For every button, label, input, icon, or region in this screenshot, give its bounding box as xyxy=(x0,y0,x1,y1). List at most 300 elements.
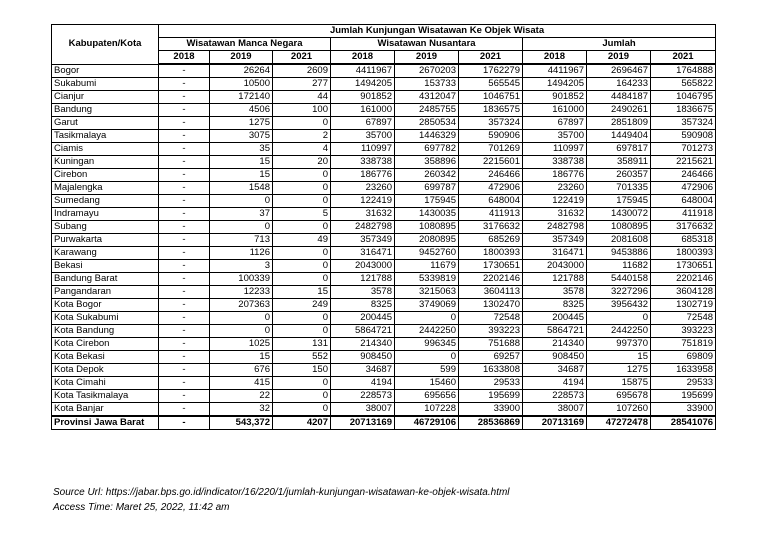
value-cell: 0 xyxy=(210,312,273,325)
year-header: 2019 xyxy=(395,51,459,65)
value-cell: 12233 xyxy=(210,286,273,299)
value-cell: 2482798 xyxy=(523,221,587,234)
value-cell: 9452760 xyxy=(395,247,459,260)
value-cell: 35700 xyxy=(523,130,587,143)
value-cell: 0 xyxy=(395,312,459,325)
value-cell: 3749069 xyxy=(395,299,459,312)
value-cell: 0 xyxy=(273,221,331,234)
value-cell: 2851809 xyxy=(587,117,651,130)
table-row xyxy=(52,377,716,390)
value-cell: 697817 xyxy=(587,143,651,156)
value-cell: - xyxy=(159,390,210,403)
value-cell: 0 xyxy=(210,195,273,208)
value-cell: 1080895 xyxy=(395,221,459,234)
value-cell: 1430035 xyxy=(395,208,459,221)
table-title: Jumlah Kunjungan Wisatawan Ke Objek Wisata xyxy=(159,25,716,38)
value-cell: 2080895 xyxy=(395,234,459,247)
region-name-cell: Cirebon xyxy=(52,169,159,182)
value-cell: 23260 xyxy=(523,182,587,195)
value-cell: 207363 xyxy=(210,299,273,312)
value-cell: 3578 xyxy=(331,286,395,299)
value-cell: 72548 xyxy=(651,312,716,325)
value-cell: 1730651 xyxy=(651,260,716,273)
value-cell: 599 xyxy=(395,364,459,377)
value-cell: 67897 xyxy=(523,117,587,130)
value-cell: 175945 xyxy=(587,195,651,208)
table-row xyxy=(52,91,716,104)
region-name-cell: Garut xyxy=(52,117,159,130)
value-cell: 908450 xyxy=(331,351,395,364)
region-name-cell: Provinsi Jawa Barat xyxy=(52,416,159,430)
value-cell: 316471 xyxy=(331,247,395,260)
value-cell: 11682 xyxy=(587,260,651,273)
value-cell: 246466 xyxy=(459,169,523,182)
value-cell: 22 xyxy=(210,390,273,403)
value-cell: - xyxy=(159,64,210,78)
value-cell: 695678 xyxy=(587,390,651,403)
value-cell: 4 xyxy=(273,143,331,156)
value-cell: 2215601 xyxy=(459,156,523,169)
value-cell: 472906 xyxy=(459,182,523,195)
region-name-cell: Kota Cirebon xyxy=(52,338,159,351)
value-cell: 1836575 xyxy=(459,104,523,117)
value-cell: 5864721 xyxy=(331,325,395,338)
value-cell: 15460 xyxy=(395,377,459,390)
value-cell: 10500 xyxy=(210,78,273,91)
table-row xyxy=(52,325,716,338)
value-cell: 122419 xyxy=(523,195,587,208)
value-cell: 751688 xyxy=(459,338,523,351)
value-cell: 34687 xyxy=(523,364,587,377)
value-cell: 47272478 xyxy=(587,416,651,430)
value-cell: 0 xyxy=(273,182,331,195)
value-cell: 107228 xyxy=(395,403,459,417)
value-cell: 901852 xyxy=(523,91,587,104)
value-cell: 543,372 xyxy=(210,416,273,430)
value-cell: 676 xyxy=(210,364,273,377)
value-cell: 357349 xyxy=(523,234,587,247)
value-cell: 4411967 xyxy=(331,64,395,78)
value-cell: 5440158 xyxy=(587,273,651,286)
group-header-foreign: Wisatawan Manca Negara xyxy=(159,38,331,51)
value-cell: - xyxy=(159,312,210,325)
value-cell: 648004 xyxy=(459,195,523,208)
table-row xyxy=(52,130,716,143)
value-cell: 200445 xyxy=(523,312,587,325)
value-cell: 72548 xyxy=(459,312,523,325)
value-cell: 0 xyxy=(273,377,331,390)
value-cell: 648004 xyxy=(651,195,716,208)
value-cell: 2043000 xyxy=(331,260,395,273)
region-name-cell: Subang xyxy=(52,221,159,234)
value-cell: 0 xyxy=(273,117,331,130)
value-cell: 172140 xyxy=(210,91,273,104)
value-cell: - xyxy=(159,78,210,91)
value-cell: 2442250 xyxy=(395,325,459,338)
value-cell: - xyxy=(159,104,210,117)
value-cell: 131 xyxy=(273,338,331,351)
table-row xyxy=(52,143,716,156)
value-cell: 260357 xyxy=(587,169,651,182)
year-header: 2018 xyxy=(159,51,210,65)
value-cell: 49 xyxy=(273,234,331,247)
value-cell: 1449404 xyxy=(587,130,651,143)
value-cell: - xyxy=(159,273,210,286)
value-cell: 358896 xyxy=(395,156,459,169)
value-cell: 28541076 xyxy=(651,416,716,430)
total-row xyxy=(52,416,716,430)
value-cell: 3075 xyxy=(210,130,273,143)
year-header: 2018 xyxy=(331,51,395,65)
region-name-cell: Sukabumi xyxy=(52,78,159,91)
value-cell: 3176632 xyxy=(651,221,716,234)
table-row xyxy=(52,260,716,273)
value-cell: 4506 xyxy=(210,104,273,117)
value-cell: 8325 xyxy=(331,299,395,312)
value-cell: 1302470 xyxy=(459,299,523,312)
value-cell: 20 xyxy=(273,156,331,169)
value-cell: 8325 xyxy=(523,299,587,312)
value-cell: 2490261 xyxy=(587,104,651,117)
value-cell: 0 xyxy=(273,325,331,338)
value-cell: 4207 xyxy=(273,416,331,430)
value-cell: 1446329 xyxy=(395,130,459,143)
value-cell: 901852 xyxy=(331,91,395,104)
value-cell: - xyxy=(159,247,210,260)
value-cell: 0 xyxy=(210,221,273,234)
value-cell: 996345 xyxy=(395,338,459,351)
value-cell: 11679 xyxy=(395,260,459,273)
table-row xyxy=(52,78,716,91)
value-cell: 2609 xyxy=(273,64,331,78)
value-cell: 186776 xyxy=(331,169,395,182)
value-cell: - xyxy=(159,377,210,390)
value-cell: 3176632 xyxy=(459,221,523,234)
value-cell: 29533 xyxy=(651,377,716,390)
value-cell: 3215063 xyxy=(395,286,459,299)
value-cell: 2215621 xyxy=(651,156,716,169)
value-cell: 26264 xyxy=(210,64,273,78)
value-cell: 4194 xyxy=(331,377,395,390)
value-cell: 590906 xyxy=(459,130,523,143)
table-row xyxy=(52,286,716,299)
value-cell: 2 xyxy=(273,130,331,143)
value-cell: 200445 xyxy=(331,312,395,325)
value-cell: - xyxy=(159,91,210,104)
year-header: 2019 xyxy=(587,51,651,65)
value-cell: 15 xyxy=(210,351,273,364)
value-cell: 1126 xyxy=(210,247,273,260)
table-row xyxy=(52,64,716,78)
value-cell: - xyxy=(159,234,210,247)
value-cell: 2850534 xyxy=(395,117,459,130)
year-header: 2019 xyxy=(210,51,273,65)
table-row xyxy=(52,299,716,312)
value-cell: 4312047 xyxy=(395,91,459,104)
region-name-cell: Kuningan xyxy=(52,156,159,169)
value-cell: 2670203 xyxy=(395,64,459,78)
table-row xyxy=(52,169,716,182)
table-row xyxy=(52,247,716,260)
region-name-cell: Bekasi xyxy=(52,260,159,273)
value-cell: 590908 xyxy=(651,130,716,143)
value-cell: 0 xyxy=(273,312,331,325)
value-cell: 1494205 xyxy=(331,78,395,91)
value-cell: 100 xyxy=(273,104,331,117)
value-cell: 122419 xyxy=(331,195,395,208)
value-cell: 1800393 xyxy=(459,247,523,260)
year-header: 2021 xyxy=(273,51,331,65)
table-row xyxy=(52,390,716,403)
region-name-cell: Kota Tasikmalaya xyxy=(52,390,159,403)
region-name-cell: Karawang xyxy=(52,247,159,260)
value-cell: 0 xyxy=(273,403,331,417)
value-cell: - xyxy=(159,169,210,182)
value-cell: 67897 xyxy=(331,117,395,130)
region-name-cell: Kota Depok xyxy=(52,364,159,377)
value-cell: 15 xyxy=(587,351,651,364)
table-row xyxy=(52,104,716,117)
value-cell: 100339 xyxy=(210,273,273,286)
value-cell: 15 xyxy=(210,156,273,169)
value-cell: 153733 xyxy=(395,78,459,91)
region-name-cell: Bandung xyxy=(52,104,159,117)
tourist-visits-table xyxy=(51,24,716,430)
value-cell: 277 xyxy=(273,78,331,91)
value-cell: 2442250 xyxy=(587,325,651,338)
value-cell: 2043000 xyxy=(523,260,587,273)
value-cell: 195699 xyxy=(459,390,523,403)
value-cell: - xyxy=(159,195,210,208)
value-cell: 552 xyxy=(273,351,331,364)
table-row xyxy=(52,182,716,195)
value-cell: 15875 xyxy=(587,377,651,390)
value-cell: 5 xyxy=(273,208,331,221)
table-row xyxy=(52,403,716,417)
value-cell: 411918 xyxy=(651,208,716,221)
value-cell: 15 xyxy=(210,169,273,182)
region-name-cell: Cianjur xyxy=(52,91,159,104)
year-header: 2021 xyxy=(651,51,716,65)
region-name-cell: Kota Bandung xyxy=(52,325,159,338)
value-cell: - xyxy=(159,130,210,143)
value-cell: 1836675 xyxy=(651,104,716,117)
value-cell: 38007 xyxy=(523,403,587,417)
year-header: 2021 xyxy=(459,51,523,65)
value-cell: 1762279 xyxy=(459,64,523,78)
value-cell: 2202146 xyxy=(459,273,523,286)
region-name-cell: Indramayu xyxy=(52,208,159,221)
region-name-cell: Kota Banjar xyxy=(52,403,159,417)
table-row xyxy=(52,351,716,364)
table-row xyxy=(52,156,716,169)
region-column-header: Kabupaten/Kota xyxy=(52,25,159,65)
value-cell: 0 xyxy=(273,247,331,260)
value-cell: 31632 xyxy=(331,208,395,221)
table-row xyxy=(52,234,716,247)
value-cell: 35700 xyxy=(331,130,395,143)
value-cell: 34687 xyxy=(331,364,395,377)
value-cell: 393223 xyxy=(651,325,716,338)
value-cell: 1046751 xyxy=(459,91,523,104)
value-cell: 411913 xyxy=(459,208,523,221)
value-cell: 5864721 xyxy=(523,325,587,338)
value-cell: 161000 xyxy=(331,104,395,117)
value-cell: 393223 xyxy=(459,325,523,338)
table-row xyxy=(52,338,716,351)
value-cell: 3604128 xyxy=(651,286,716,299)
value-cell: 1730651 xyxy=(459,260,523,273)
value-cell: 685318 xyxy=(651,234,716,247)
region-name-cell: Kota Cimahi xyxy=(52,377,159,390)
region-name-cell: Sumedang xyxy=(52,195,159,208)
value-cell: 228573 xyxy=(331,390,395,403)
region-name-cell: Majalengka xyxy=(52,182,159,195)
value-cell: 0 xyxy=(587,312,651,325)
value-cell: 4484187 xyxy=(587,91,651,104)
value-cell: 1046795 xyxy=(651,91,716,104)
value-cell: 186776 xyxy=(523,169,587,182)
value-cell: 697782 xyxy=(395,143,459,156)
value-cell: 338738 xyxy=(523,156,587,169)
value-cell: 1800393 xyxy=(651,247,716,260)
value-cell: 316471 xyxy=(523,247,587,260)
value-cell: 195699 xyxy=(651,390,716,403)
region-name-cell: Tasikmalaya xyxy=(52,130,159,143)
value-cell: 3578 xyxy=(523,286,587,299)
value-cell: 357349 xyxy=(331,234,395,247)
value-cell: 3 xyxy=(210,260,273,273)
value-cell: - xyxy=(159,143,210,156)
value-cell: - xyxy=(159,156,210,169)
region-name-cell: Ciamis xyxy=(52,143,159,156)
value-cell: 0 xyxy=(273,390,331,403)
value-cell: 701335 xyxy=(587,182,651,195)
value-cell: 110997 xyxy=(523,143,587,156)
value-cell: 2081608 xyxy=(587,234,651,247)
value-cell: 150 xyxy=(273,364,331,377)
value-cell: - xyxy=(159,351,210,364)
value-cell: 107260 xyxy=(587,403,651,417)
value-cell: 565822 xyxy=(651,78,716,91)
table-body xyxy=(52,64,716,430)
value-cell: 0 xyxy=(273,260,331,273)
value-cell: 121788 xyxy=(331,273,395,286)
region-name-cell: Purwakarta xyxy=(52,234,159,247)
value-cell: 31632 xyxy=(523,208,587,221)
value-cell: 2202146 xyxy=(651,273,716,286)
value-cell: - xyxy=(159,286,210,299)
value-cell: 357324 xyxy=(459,117,523,130)
value-cell: 1275 xyxy=(210,117,273,130)
region-name-cell: Bandung Barat xyxy=(52,273,159,286)
value-cell: 695656 xyxy=(395,390,459,403)
value-cell: 713 xyxy=(210,234,273,247)
value-cell: 28536869 xyxy=(459,416,523,430)
table-row xyxy=(52,195,716,208)
value-cell: 20713169 xyxy=(331,416,395,430)
value-cell: - xyxy=(159,364,210,377)
value-cell: - xyxy=(159,182,210,195)
value-cell: 699787 xyxy=(395,182,459,195)
value-cell: 3227296 xyxy=(587,286,651,299)
value-cell: 472906 xyxy=(651,182,716,195)
value-cell: - xyxy=(159,260,210,273)
value-cell: 1633958 xyxy=(651,364,716,377)
value-cell: 33900 xyxy=(459,403,523,417)
value-cell: 1430072 xyxy=(587,208,651,221)
value-cell: 2696467 xyxy=(587,64,651,78)
value-cell: 5339819 xyxy=(395,273,459,286)
value-cell: 4411967 xyxy=(523,64,587,78)
value-cell: 249 xyxy=(273,299,331,312)
region-name-cell: Pangandaran xyxy=(52,286,159,299)
value-cell: 260342 xyxy=(395,169,459,182)
value-cell: 997370 xyxy=(587,338,651,351)
value-cell: 0 xyxy=(273,273,331,286)
access-time-note: Access Time: Maret 25, 2022, 11:42 am xyxy=(53,502,230,513)
table-row xyxy=(52,364,716,377)
value-cell: 685269 xyxy=(459,234,523,247)
value-cell: 358911 xyxy=(587,156,651,169)
value-cell: 565545 xyxy=(459,78,523,91)
value-cell: 46729106 xyxy=(395,416,459,430)
table-row xyxy=(52,221,716,234)
value-cell: 1302719 xyxy=(651,299,716,312)
value-cell: 1548 xyxy=(210,182,273,195)
value-cell: 164233 xyxy=(587,78,651,91)
value-cell: 9453886 xyxy=(587,247,651,260)
value-cell: - xyxy=(159,299,210,312)
value-cell: 69257 xyxy=(459,351,523,364)
value-cell: 415 xyxy=(210,377,273,390)
value-cell: 2482798 xyxy=(331,221,395,234)
value-cell: - xyxy=(159,325,210,338)
region-name-cell: Kota Sukabumi xyxy=(52,312,159,325)
value-cell: 35 xyxy=(210,143,273,156)
value-cell: 110997 xyxy=(331,143,395,156)
value-cell: 701269 xyxy=(459,143,523,156)
value-cell: 37 xyxy=(210,208,273,221)
value-cell: 228573 xyxy=(523,390,587,403)
value-cell: 1633808 xyxy=(459,364,523,377)
value-cell: 0 xyxy=(273,195,331,208)
value-cell: 1275 xyxy=(587,364,651,377)
value-cell: 121788 xyxy=(523,273,587,286)
region-name-cell: Kota Bekasi xyxy=(52,351,159,364)
value-cell: - xyxy=(159,208,210,221)
value-cell: - xyxy=(159,338,210,351)
value-cell: 32 xyxy=(210,403,273,417)
value-cell: 338738 xyxy=(331,156,395,169)
value-cell: 44 xyxy=(273,91,331,104)
table-row xyxy=(52,312,716,325)
value-cell: - xyxy=(159,117,210,130)
value-cell: 1025 xyxy=(210,338,273,351)
table-row xyxy=(52,117,716,130)
value-cell: 161000 xyxy=(523,104,587,117)
value-cell: 29533 xyxy=(459,377,523,390)
year-header: 2018 xyxy=(523,51,587,65)
value-cell: 701273 xyxy=(651,143,716,156)
region-name-cell: Kota Bogor xyxy=(52,299,159,312)
value-cell: 1764888 xyxy=(651,64,716,78)
value-cell: 15 xyxy=(273,286,331,299)
value-cell: 33900 xyxy=(651,403,716,417)
value-cell: 2485755 xyxy=(395,104,459,117)
group-header-domestic: Wisatawan Nusantara xyxy=(331,38,523,51)
value-cell: 23260 xyxy=(331,182,395,195)
